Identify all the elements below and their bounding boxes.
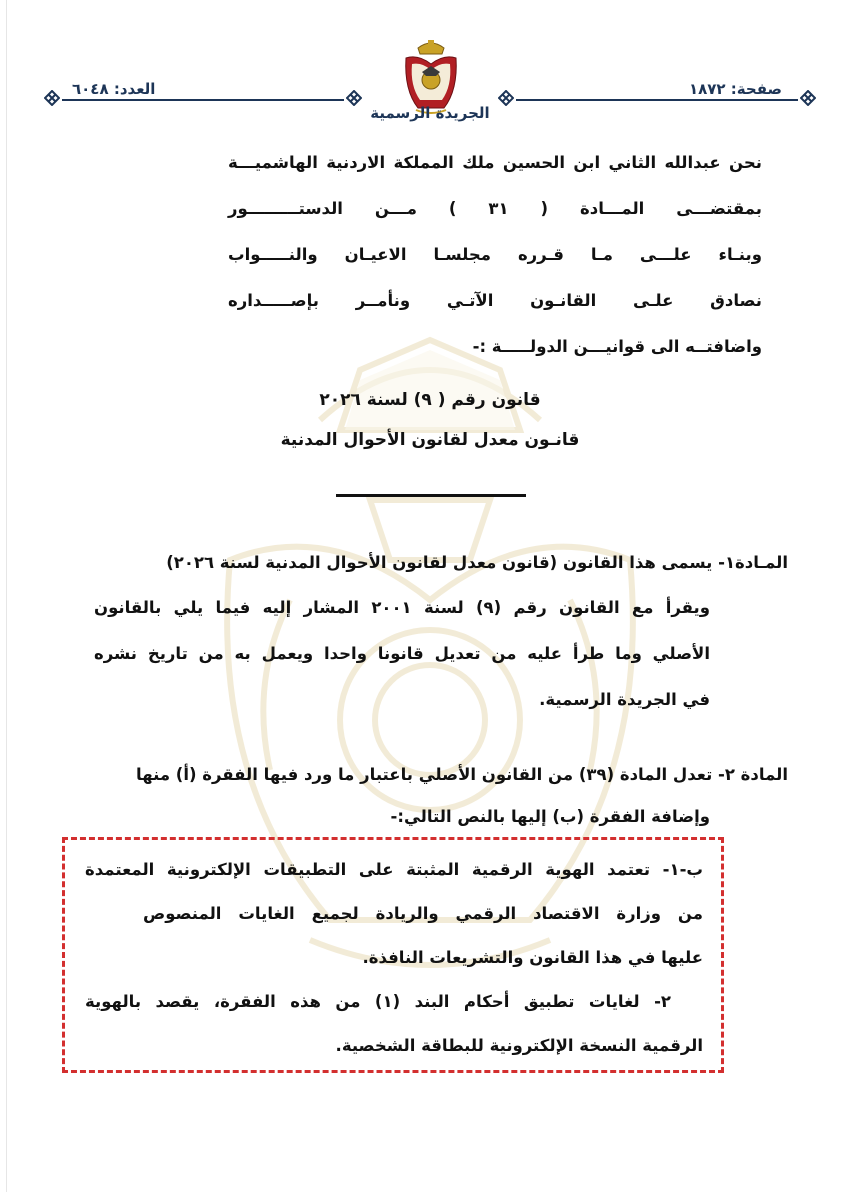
amendment-item-1-line: من وزارة الاقتصاد الرقمي والريادة لجميع الغايات المنصوص: [143, 904, 703, 923]
ornamental-knot-icon: [44, 90, 60, 106]
amendment-item-1-line: عليها في هذا القانون والتشريعات النافذة.: [362, 948, 703, 967]
issue-number: العدد: ٦٠٤٨: [72, 80, 156, 98]
preamble-line: نصادق علـى القانـون الآتـي ونأمــر بإصـــــداره: [228, 291, 762, 310]
royal-preamble: [228, 140, 762, 370]
preamble-line: بمقتضـــى المـــادة ( ٣١ ) مـــن الدستـــــــــور: [228, 199, 763, 218]
gazette-title: الجريدة الرسمية: [370, 104, 490, 122]
amendment-item-2-line: ٢- لغايات تطبيق أحكام البند (١) من هذه الفقرة، يقصد بالهوية: [85, 992, 671, 1011]
page-number: صفحة: ١٨٧٢: [688, 80, 782, 98]
amendment-item-2-line: الرقمية النسخة الإلكترونية للبطاقة الشخصية.: [335, 1036, 703, 1055]
article-1-heading-line: المـادة١- يسمى هذا القانون (قانون معدل لقانون الأحوال المدنية لسنة ٢٠٢٦): [166, 553, 788, 572]
amendment-item-1-line: ب-١- تعتمد الهوية الرقمية المثبتة على التطبيقات الإلكترونية المعتمدة: [85, 860, 703, 879]
article-1-line: ويقرأ مع القانون رقم (٩) لسنة ٢٠٠١ المشار إليه فيما يلي بالقانون: [94, 598, 710, 617]
article-2-continuation: وإضافة الفقرة (ب) إليها بالنص التالي:-: [390, 807, 710, 826]
law-title: قانون رقم ( ٩) لسنة ٢٠٢٦: [319, 390, 541, 410]
header-rule-line: [516, 99, 798, 101]
ornamental-knot-icon: [800, 90, 816, 106]
article-1-body: [94, 585, 710, 723]
article-2-heading-line: المادة ٢- تعدل المادة (٣٩) من القانون الأصلي باعتبار ما ورد فيها الفقرة (أ) منها: [136, 765, 788, 784]
preamble-line: وبنـاء علـــى مـا قـرره مجلسـا الاعيـان والنـــــواب: [228, 245, 762, 264]
page-edge-rule: [6, 0, 7, 1192]
law-subtitle: قانـون معدل لقانون الأحوال المدنية: [280, 430, 580, 450]
section-divider: [336, 494, 526, 497]
amendment-highlight-box: [62, 837, 724, 1073]
header-rule-line: [62, 99, 344, 101]
article-1-line: في الجريدة الرسمية.: [539, 690, 710, 709]
preamble-line: واضافتــه الى قوانيـــن الدولـــــة :-: [472, 337, 762, 356]
preamble-line: نحن عبدالله الثاني ابن الحسين ملك المملكة الاردنية الهاشميـــة: [228, 153, 762, 172]
gazette-header: [0, 28, 860, 138]
amendment-text: [85, 848, 703, 1068]
article-1-line: الأصلي وما طرأ عليه من تعديل قانونا واحدا ويعمل به من تاريخ نشره: [94, 644, 710, 663]
